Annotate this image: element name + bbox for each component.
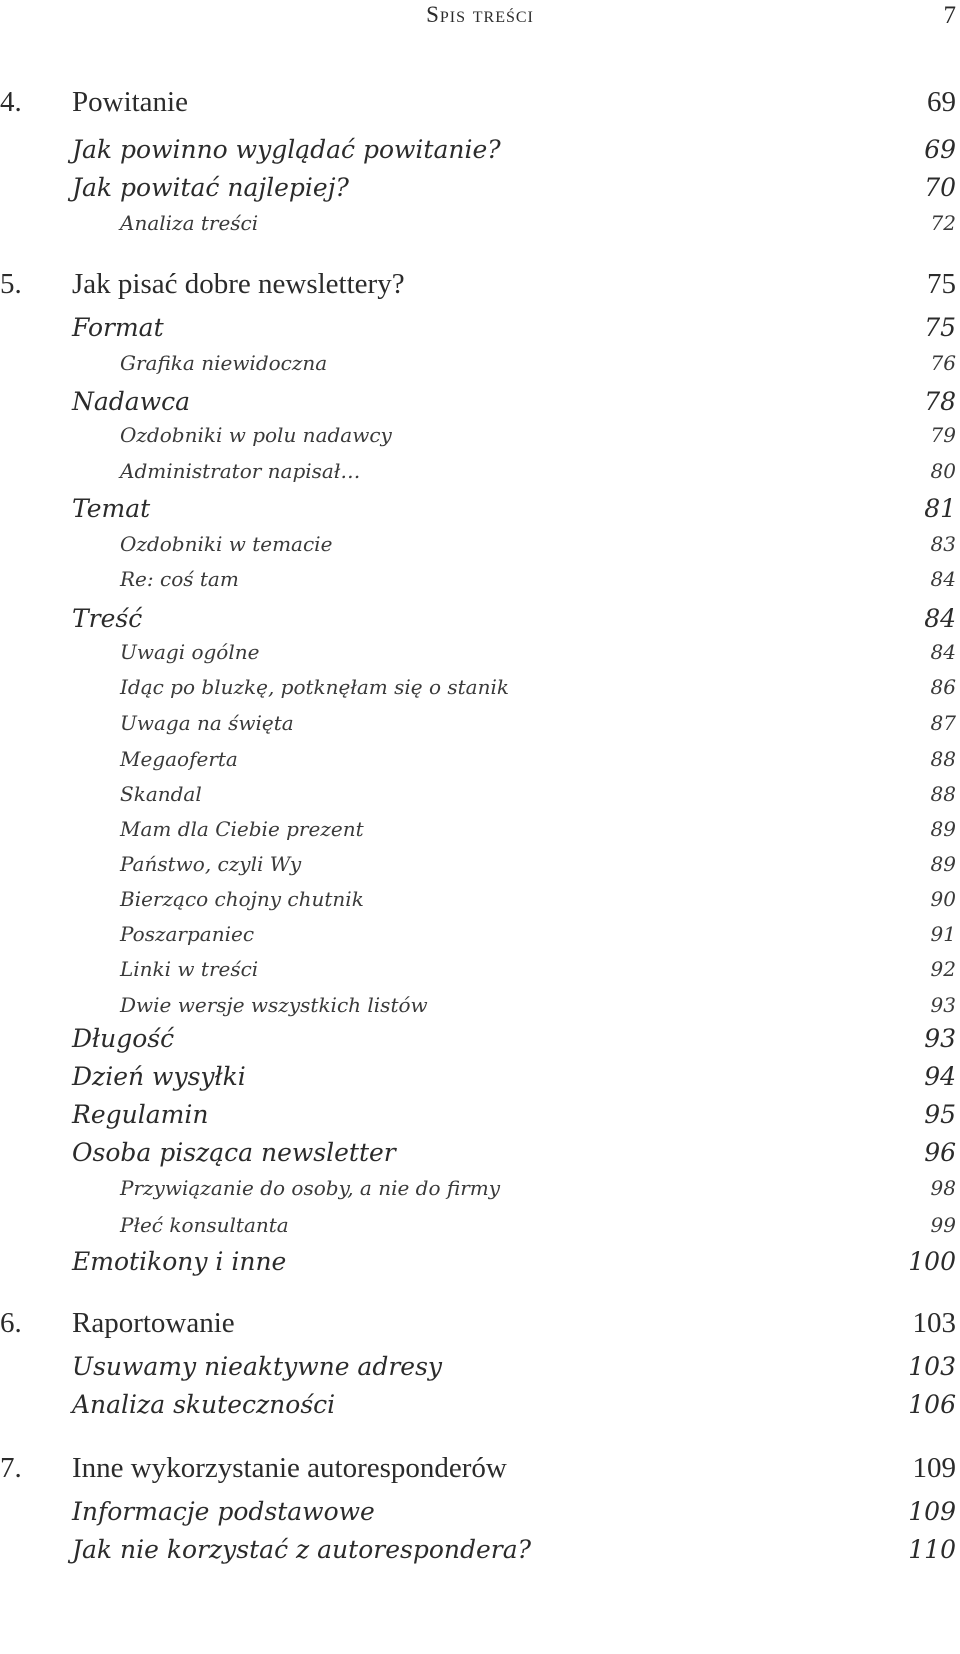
toc-entry-title: Skandal	[120, 782, 202, 806]
toc-entry-page: 80	[930, 459, 956, 483]
toc-entry-page: 88	[930, 747, 956, 771]
toc-entry-title: Linki w treści	[120, 957, 259, 981]
toc-entry-section	[0, 1247, 960, 1287]
toc-entry-section	[0, 1497, 960, 1537]
running-header-title	[0, 2, 960, 28]
toc-entry-title: Powitanie	[72, 86, 188, 118]
toc-entry-title: Emotikony i inne	[72, 1247, 287, 1276]
toc-entry-page: 99	[930, 1213, 956, 1237]
toc-chapter-number: 5.	[0, 268, 22, 300]
toc-entry-section	[0, 1390, 960, 1430]
toc-entry-page: 72	[930, 211, 956, 235]
toc-chapter-number: 4.	[0, 86, 22, 118]
toc-entry-subsection	[0, 459, 960, 499]
toc-entry-section	[0, 387, 960, 427]
toc-entry-section	[0, 1352, 960, 1392]
toc-entry-page: 87	[930, 711, 956, 735]
toc-entry-title: Regulamin	[72, 1100, 209, 1129]
toc-entry-title: Grafika niewidoczna	[120, 351, 328, 375]
toc-entry-title: Informacje podstawowe	[72, 1497, 375, 1526]
toc-entry-title: Płeć konsultanta	[120, 1213, 289, 1237]
toc-entry-title: Temat	[72, 494, 151, 523]
toc-chapter-number: 7.	[0, 1452, 22, 1484]
toc-entry-title: Analiza skuteczności	[72, 1390, 336, 1419]
toc-entry-subsection	[0, 922, 960, 962]
toc-entry-page: 70	[924, 173, 956, 202]
toc-entry-page: 69	[927, 86, 956, 118]
toc-chapter-number: 6.	[0, 1307, 22, 1339]
toc-entry-section	[0, 135, 960, 175]
toc-entry-page: 103	[912, 1307, 956, 1339]
toc-entry-page: 89	[930, 852, 956, 876]
toc-entry-page: 84	[924, 604, 956, 633]
toc-entry-subsection	[0, 957, 960, 997]
toc-entry-title: Dwie wersje wszystkich listów	[120, 993, 428, 1017]
toc-entry-page: 110	[908, 1535, 956, 1564]
toc-entry-page: 95	[924, 1100, 956, 1129]
toc-entry-section	[0, 313, 960, 353]
toc-entry-page: 109	[912, 1452, 956, 1484]
toc-entry-subsection	[0, 640, 960, 680]
toc-entry-title: Ozdobniki w temacie	[120, 532, 333, 556]
toc-entry-title: Uwagi ogólne	[120, 640, 260, 664]
toc-entry-subsection	[0, 1176, 960, 1216]
toc-entry-section	[0, 604, 960, 644]
toc-entry-page: 84	[930, 640, 956, 664]
toc-entry-subsection	[0, 211, 960, 251]
toc-entry-page: 109	[908, 1497, 956, 1526]
toc-entry-title: Dzień wysyłki	[72, 1062, 246, 1091]
toc-entry-title: Inne wykorzystanie autoresponderów	[72, 1452, 507, 1484]
toc-entry-title: Uwaga na święta	[120, 711, 294, 735]
toc-entry-page: 84	[930, 567, 956, 591]
toc-entry-page: 103	[908, 1352, 956, 1381]
toc-entry-subsection	[0, 532, 960, 572]
toc-entry-subsection	[0, 351, 960, 391]
toc-entry-title: Bierząco chojny chutnik	[120, 887, 364, 911]
toc-entry-page: 75	[924, 313, 956, 342]
toc-entry-page: 89	[930, 817, 956, 841]
toc-entry-page: 92	[930, 957, 956, 981]
toc-entry-title: Jak powitać najlepiej?	[72, 173, 349, 202]
toc-entry-title: Idąc po bluzkę, potknęłam się o stanik	[120, 675, 509, 699]
toc-entry-section	[0, 494, 960, 534]
toc-entry-subsection	[0, 747, 960, 787]
page-number: 7	[943, 2, 956, 29]
toc-entry-title: Osoba pisząca newsletter	[72, 1138, 396, 1167]
toc-entry-title: Treść	[72, 604, 143, 633]
toc-entry-page: 91	[930, 922, 956, 946]
toc-entry-page: 106	[908, 1390, 956, 1419]
toc-entry-title: Ozdobniki w polu nadawcy	[120, 423, 392, 447]
toc-entry-page: 90	[930, 887, 956, 911]
toc-entry-title: Analiza treści	[120, 211, 259, 235]
toc-entry-chapter	[0, 1452, 960, 1492]
toc-entry-page: 93	[930, 993, 956, 1017]
running-header-title-text: Spis treści	[426, 2, 534, 27]
toc-entry-title: Megaoferta	[120, 747, 238, 771]
toc-entry-section	[0, 1138, 960, 1178]
toc-entry-page: 98	[930, 1176, 956, 1200]
toc-entry-page: 88	[930, 782, 956, 806]
toc-entry-page: 83	[930, 532, 956, 556]
toc-entry-section	[0, 173, 960, 213]
toc-entry-page: 76	[930, 351, 956, 375]
toc-entry-chapter	[0, 268, 960, 308]
toc-entry-title: Jak nie korzystać z autorespondera?	[72, 1535, 532, 1564]
toc-entry-title: Poszarpaniec	[120, 922, 255, 946]
toc-entry-page: 93	[924, 1024, 956, 1053]
toc-entry-subsection	[0, 817, 960, 857]
toc-entry-page: 96	[924, 1138, 956, 1167]
toc-entry-subsection	[0, 782, 960, 822]
toc-entry-title: Administrator napisał…	[120, 459, 361, 483]
toc-entry-title: Format	[72, 313, 164, 342]
toc-entry-chapter	[0, 1307, 960, 1347]
toc-entry-chapter	[0, 86, 960, 126]
toc-entry-title: Mam dla Ciebie prezent	[120, 817, 364, 841]
toc-entry-section	[0, 1100, 960, 1140]
toc-entry-title: Raportowanie	[72, 1307, 235, 1339]
toc-entry-title: Państwo, czyli Wy	[120, 852, 302, 876]
toc-entry-subsection	[0, 852, 960, 892]
toc-entry-title: Jak powinno wyglądać powitanie?	[72, 135, 501, 164]
toc-entry-page: 69	[924, 135, 956, 164]
toc-entry-title: Długość	[72, 1024, 175, 1053]
toc-entry-subsection	[0, 711, 960, 751]
toc-entry-page: 100	[908, 1247, 956, 1276]
toc-entry-title: Nadawca	[72, 387, 190, 416]
toc-entry-title: Jak pisać dobre newslettery?	[72, 268, 405, 300]
toc-entry-section	[0, 1024, 960, 1064]
toc-entry-subsection	[0, 675, 960, 715]
toc-entry-section	[0, 1535, 960, 1575]
toc-entry-title: Przywiązanie do osoby, a nie do firmy	[120, 1176, 501, 1200]
toc-entry-page: 75	[927, 268, 956, 300]
toc-entry-subsection	[0, 887, 960, 927]
toc-entry-page: 81	[924, 494, 956, 523]
toc-entry-section	[0, 1062, 960, 1102]
toc-entry-page: 79	[930, 423, 956, 447]
toc-entry-page: 86	[930, 675, 956, 699]
toc-entry-page: 94	[924, 1062, 956, 1091]
toc-entry-title: Usuwamy nieaktywne adresy	[72, 1352, 443, 1381]
toc-entry-title: Re: coś tam	[120, 567, 239, 591]
toc-entry-subsection	[0, 423, 960, 463]
toc-entry-subsection	[0, 567, 960, 607]
toc-entry-page: 78	[924, 387, 956, 416]
